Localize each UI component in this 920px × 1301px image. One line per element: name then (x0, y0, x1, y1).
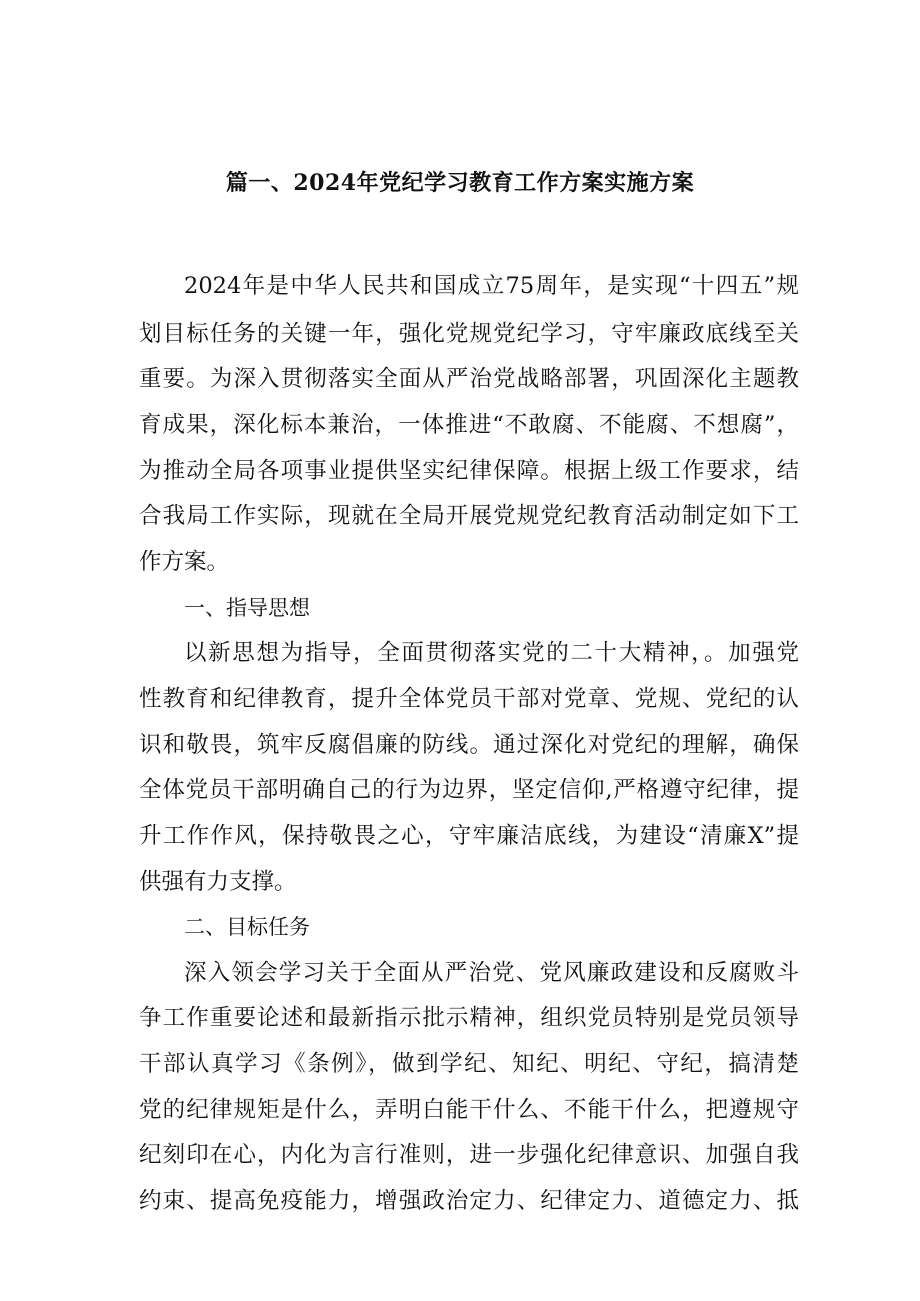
paragraph-1-line: 合我局工作实际，现就在全局开展党规党纪教育活动制定如下工 (139, 503, 799, 529)
paragraph-3-line: 深入领会学习关于全面从严治党、党风廉政建设和反腐败斗 (184, 960, 799, 986)
paragraph-2-line: 以新思想为指导，全面贯彻落实党的二十大精神，。加强党 (184, 640, 799, 666)
paragraph-2-line: 供强有力支撑。 (139, 869, 297, 895)
paragraph-1-line: 2024年是中华人民共和国成立75周年，是实现“十四五”规 (184, 273, 799, 299)
paragraph-3-line: 争工作重要论述和最新指示批示精神，组织党员特别是党员领导 (139, 1005, 799, 1031)
paragraph-3-line: 约束、提高免疫能力，增强政治定力、纪律定力、道德定力、抵 (139, 1188, 799, 1214)
paragraph-2-line: 升工作作风，保持敬畏之心，守牢廉洁底线，为建设“清廉X”提 (139, 823, 799, 849)
paragraph-2-line: 识和敬畏，筑牢反腐倡廉的防线。通过深化对党纪的理解，确保 (139, 732, 799, 758)
paragraph-1-line: 育成果，深化标本兼治，一体推进“不敢腐、不能腐、不想腐”， (139, 412, 799, 438)
document-title: 篇一、2024年党纪学习教育工作方案实施方案 (225, 170, 695, 196)
paragraph-1-line: 重要。为深入贯彻落实全面从严治党战略部署，巩固深化主题教 (139, 366, 799, 392)
paragraph-2-line: 全体党员干部明确自己的行为边界，坚定信仰,严格遵守纪律，提 (139, 777, 799, 803)
paragraph-1-line: 为推动全局各项事业提供坚实纪律保障。根据上级工作要求，结 (139, 458, 799, 484)
paragraph-2-line: 性教育和纪律教育，提升全体党员干部对党章、党规、党纪的认 (139, 686, 799, 712)
paragraph-1-line: 作方案。 (139, 549, 230, 575)
section-heading-target-tasks: 二、目标任务 (184, 915, 310, 939)
paragraph-3-line: 干部认真学习《条例》，做到学纪、知纪、明纪、守纪，搞清楚 (139, 1051, 799, 1077)
paragraph-3-line: 纪刻印在心，内化为言行准则，进一步强化纪律意识、加强自我 (139, 1142, 799, 1168)
paragraph-3-line: 党的纪律规矩是什么，弄明白能干什么、不能干什么，把遵规守 (139, 1097, 799, 1123)
paragraph-1-line: 划目标任务的关键一年，强化党规党纪学习，守牢廉政底线至关 (139, 321, 799, 347)
section-heading-guiding-ideology: 一、指导思想 (184, 596, 310, 620)
